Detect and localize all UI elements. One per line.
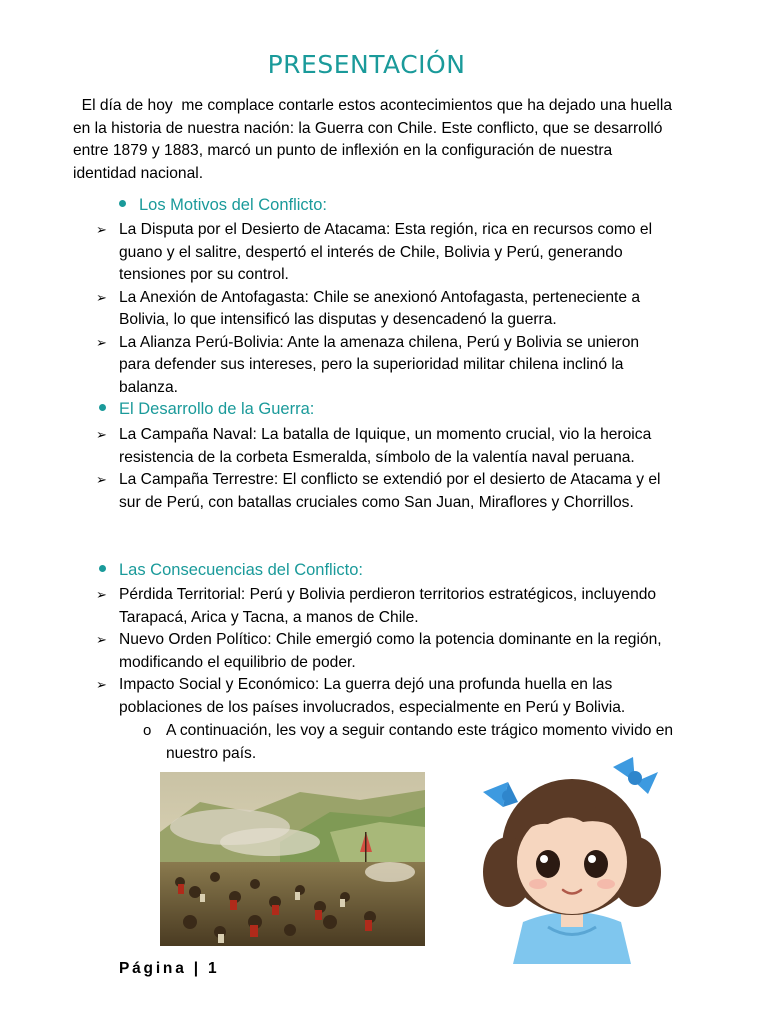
list-item: ➢ La Alianza Perú-Bolivia: Ante la amenaza chilena, Perú y Bolivia se unieron para defender sus intereses, pero la superioridad militar chilena inclinó la balanza. [96,333,640,396]
arrow-right-icon: ➢ [96,427,107,442]
desarrollo-list [96,424,671,514]
arrow-right-icon: ➢ [96,334,107,350]
arrow-right-icon: ➢ [96,587,107,602]
section-heading-desarrollo: El Desarrollo de la Guerra: [99,400,314,419]
battle-painting [160,772,425,946]
page-title: PRESENTACIÓN [267,50,466,79]
arrow-right-icon: ➢ [96,472,107,487]
list-item: ➢ Impacto Social y Económico: La guerra dejó una profunda huella en las poblaciones de los países involucrados, especialmente en Perú y Bolivia. [96,676,626,716]
list-item: ➢ La Disputa por el Desierto de Atacama: Esta región, rica en recursos como el guano y el salitre, despertó el interés de Chile, Bolivia y Perú, generando tensiones por su control. [96,221,653,283]
list-item: ➢ La Campaña Naval: La batalla de Iquique, un momento crucial, vio la heroica resistencia de la corbeta Esmeralda, símbolo de la valentía naval peruana. [96,426,652,466]
cartoon-girl [463,752,681,964]
motivos-list [96,219,671,399]
arrow-right-icon: ➢ [96,677,107,692]
list-item: ➢ Pérdida Territorial: Perú y Bolivia perdieron territorios estratégicos, incluyendo Tarapacá, Arica y Tacna, a manos de Chile. [96,586,657,626]
sub-item: o A continuación, les voy a seguir contando este trágico momento vivido en nuestro país. [143,722,674,762]
page-footer: Página | 1 [119,960,220,977]
list-item: ➢ Nuevo Orden Político: Chile emergió como la potencia dominante en la región, modificando el equilibrio de poder. [96,631,662,671]
section-heading-motivos: Los Motivos del Conflicto: [119,196,327,215]
arrow-right-icon: ➢ [96,222,107,237]
arrow-right-icon: ➢ [96,632,107,647]
section-heading-consecuencias: Las Consecuencias del Conflicto: [99,561,363,580]
consecuencias-list [96,584,671,719]
bullet-dot-icon [99,565,106,572]
circle-bullet-icon: o [143,722,152,739]
intro-paragraph: El día de hoy me complace contarle estos acontecimientos que ha dejado una huella en la historia de nuestra nación: la Guerra con Chile. Este conflicto, que se desarrolló entre 1879 y 1883, marcó un punto de inflexión en la configuración de nuestra identidad nacional. [73,97,677,182]
bullet-dot-icon [119,200,126,207]
bullet-dot-icon [99,404,106,411]
list-item: ➢ La Campaña Terrestre: El conflicto se extendió por el desierto de Atacama y el sur de Perú, con batallas cruciales como San Juan, Miraflores y Chorrillos. [96,471,661,511]
arrow-right-icon: ➢ [96,289,107,305]
list-item: ➢ La Anexión de Antofagasta: Chile se anexionó Antofagasta, perteneciente a Bolivia, lo que intensificó las disputas y desencadenó la guerra. [96,288,641,328]
